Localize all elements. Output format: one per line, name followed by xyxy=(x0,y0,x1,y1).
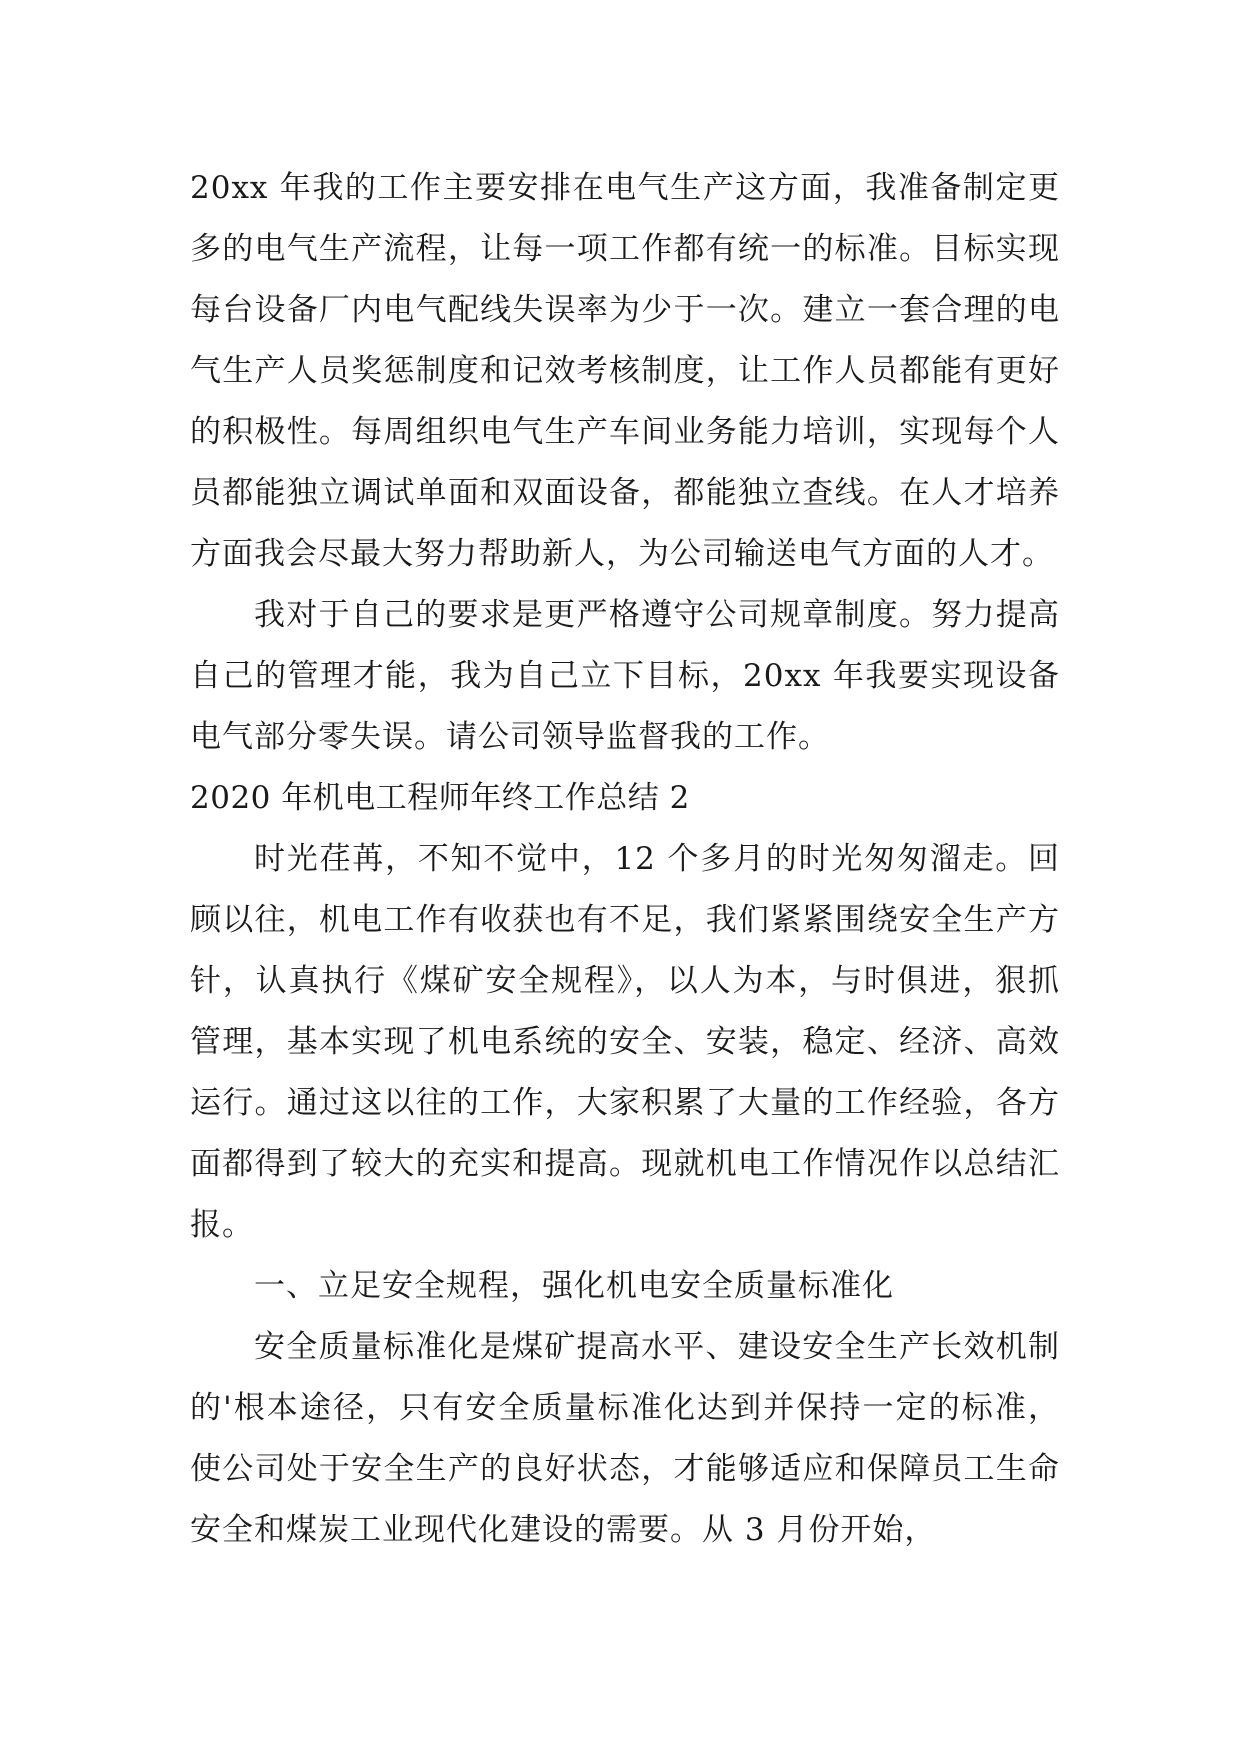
paragraph-electrical-plan: 20xx 年我的工作主要安排在电气生产这方面，我准备制定更多的电气生产流程，让每一项工作都有统一的标准。目标实现每台设备厂内电气配线失误率为少于一次。建立一套合理的电气生产人员奖惩制度和记效考核制度，让工作人员都能有更好的积极性。每周组织电气生产车间业务能力培训，实现每个人员都能独立调试单面和双面设备，都能独立查线。在人才培养方面我会尽最大努力帮助新人，为公司输送电气方面的人才。 xyxy=(190,170,1060,572)
paragraph-safety-standardization: 安全质量标准化是煤矿提高水平、建设安全生产长效机制的'根本途径，只有安全质量标准化达到并保持一定的标准，使公司处于安全生产的良好状态，才能够适应和保障员工生命安全和煤炭工业现代化建设的需要。从 3 月份开始， xyxy=(190,1329,1060,1548)
document-body xyxy=(190,158,1060,1561)
paragraph-summary-intro: 时光荏苒，不知不觉中，12 个多月的时光匆匆溜走。回顾以往，机电工作有收获也有不足，我们紧紧围绕安全生产方针，认真执行《煤矿安全规程》，以人为本，与时俱进，狠抓管理，基本实现了机电系统的安全、安装，稳定、经济、高效运行。通过这以往的工作，大家积累了大量的工作经验，各方面都得到了较大的充实和提高。现就机电工作情况作以总结汇报。 xyxy=(190,841,1060,1243)
paragraph-self-requirements: 我对于自己的要求是更严格遵守公司规章制度。努力提高自己的管理才能，我为自己立下目标，20xx 年我要实现设备电气部分零失误。请公司领导监督我的工作。 xyxy=(190,597,1060,755)
section-heading: 2020 年机电工程师年终工作总结 2 xyxy=(190,780,690,816)
subsection-heading: 一、立足安全规程，强化机电安全质量标准化 xyxy=(254,1268,894,1304)
